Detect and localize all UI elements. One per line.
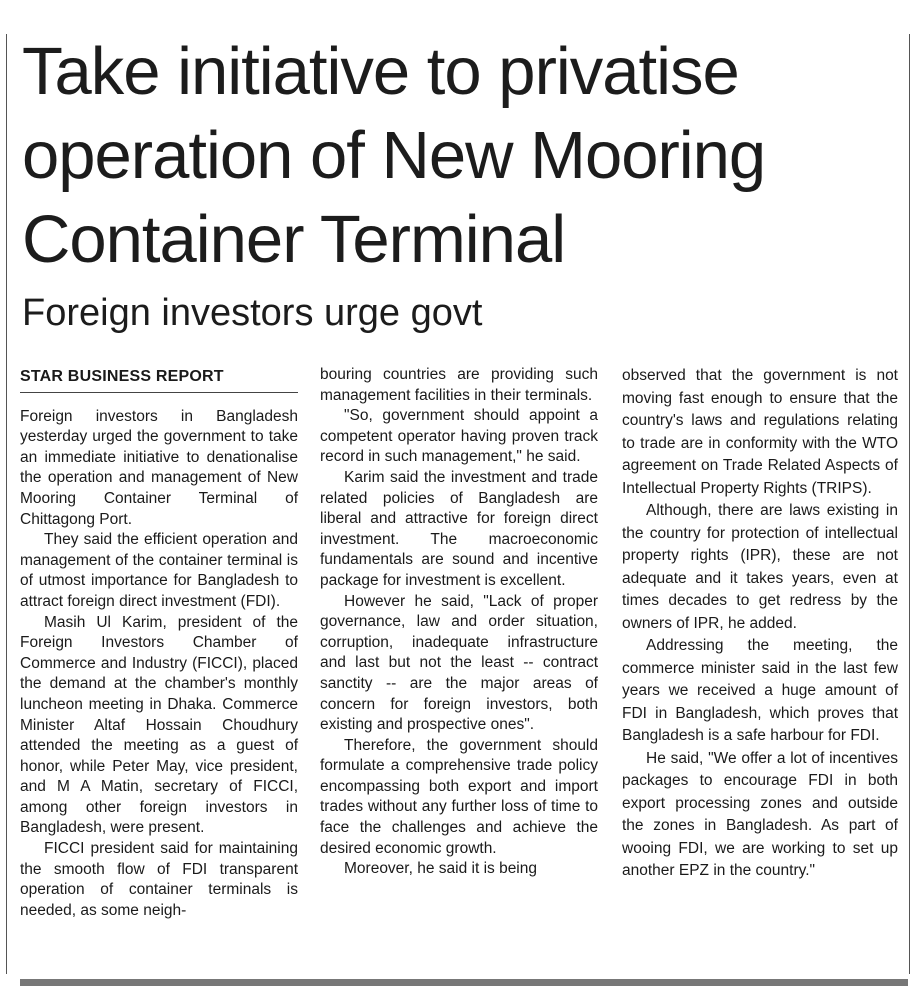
byline: STAR BUSINESS REPORT (20, 367, 298, 393)
paragraph: Moreover, he said it is being (344, 860, 537, 878)
article-column-3 (622, 365, 898, 883)
paragraph: bouring countries are providing such management facilities in their terminals. (320, 366, 598, 404)
paragraph: Karim said the investment and trade related policies of Bangladesh are liberal and attractive for foreign direct investment. The macroeconomic fundamentals are sound and incentive package for investment is excellent. (320, 468, 598, 589)
paragraph: Foreign investors in Bangladesh yesterday urged the government to take an immediate initiative to denationalise the operation and management of New Mooring Container Terminal of Chittagong Port. (20, 407, 298, 528)
headline: Take initiative to privatise operation of New Mooring Container Terminal (22, 34, 766, 277)
article-column-1 (20, 365, 298, 921)
paragraph: Although, there are laws existing in the country for protection of intellectual property rights (IPR), these are not adequate and it takes years, even at times decades to get redress by the owners of IPR, he added. (622, 502, 898, 632)
paragraph: He said, "We offer a lot of incentives packages to encourage FDI in both export processing zones and outside the zones in Bangladesh. As part of wooing FDI, we are working to set up another EPZ in the country." (622, 749, 898, 879)
paragraph: Masih Ul Karim, president of the Foreign Investors Chamber of Commerce and Industry (FICCI), placed the demand at the chamber's monthly luncheon meeting in Dhaka. Commerce Minister Altaf Hossain Choudhury attended the meeting as a guest of honor, while Peter May, vice president, and M A Matin, secretary of FICCI, among other foreign investors in Bangladesh, were present. (20, 613, 298, 837)
article-column-2 (320, 365, 598, 880)
paragraph: They said the efficient operation and management of the container terminal is of utmost importance for Bangladesh to attract foreign direct investment (FDI). (20, 531, 298, 610)
left-column-rule (6, 34, 7, 974)
paragraph: FICCI president said for maintaining the smooth flow of FDI transparent operation of container terminals is needed, as some neigh- (20, 840, 298, 919)
paragraph: observed that the government is not moving fast enough to ensure that the country's laws and regulations relating to trade are in conformity with the WTO agreement on Trade Related Aspects of Intellectual Property Rights (TRIPS). (622, 367, 898, 497)
bottom-divider-bar (20, 979, 908, 986)
right-column-rule (909, 34, 910, 974)
paragraph: Therefore, the government should formulate a comprehensive trade policy encompassing both export and import trades without any further loss of time to face the challenges and achieve the desired economic growth. (320, 736, 598, 857)
paragraph: "So, government should appoint a competent operator having proven track record in such management," he said. (320, 407, 598, 466)
subheadline: Foreign investors urge govt (22, 292, 483, 334)
paragraph: However he said, "Lack of proper governance, law and order situation, corruption, inadequate infrastructure and last but not the least -- contract sanctity -- are the major areas of concern for foreign investors, both existing and prospective ones". (320, 592, 598, 734)
paragraph: Addressing the meeting, the commerce minister said in the last few years we received a huge amount of FDI in Bangladesh, which proves that Bangladesh is a safe harbour for FDI. (622, 637, 898, 744)
